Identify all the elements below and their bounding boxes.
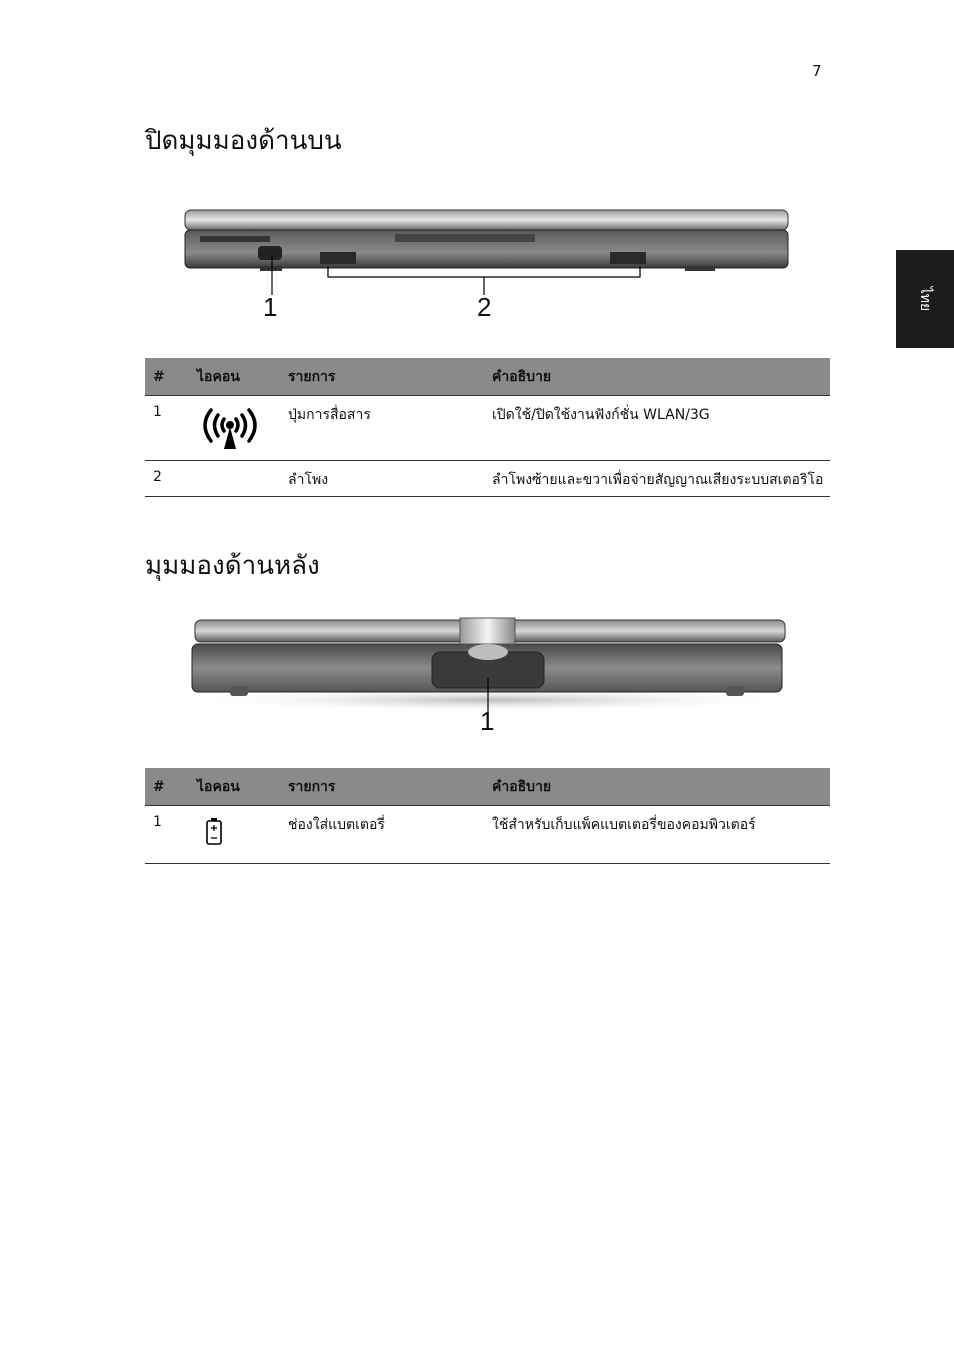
item-description: เปิดใช้/ปิดใช้งานฟังก์ชั่น WLAN/3G [484, 396, 830, 461]
language-tab-label: ไทย [917, 286, 933, 312]
rear-view-table [145, 768, 830, 864]
item-name: ลำโพง [280, 461, 484, 497]
battery-icon [197, 814, 237, 848]
column-header: # [145, 358, 189, 396]
row-number: 2 [145, 461, 189, 497]
callout-lines-top [265, 250, 655, 300]
column-header: รายการ [280, 358, 484, 396]
callout-label: 1 [263, 292, 278, 322]
page-number: 7 [812, 62, 822, 80]
column-header: ไอคอน [189, 768, 280, 806]
item-description: ใช้สำหรับเก็บแพ็คแบตเตอรี่ของคอมพิวเตอร์ [484, 806, 830, 864]
column-header: ไอคอน [189, 358, 280, 396]
item-name: ปุ่มการสื่อสาร [280, 396, 484, 461]
language-tab [896, 250, 954, 348]
callout-label: 1 [480, 706, 495, 736]
table-row [145, 806, 830, 864]
table-row [145, 396, 830, 461]
wireless-icon [197, 404, 263, 454]
table-row [145, 461, 830, 497]
item-name: ช่องใส่แบตเตอรี่ [280, 806, 484, 864]
callout-label: 2 [477, 292, 492, 322]
column-header: คำอธิบาย [484, 768, 830, 806]
top-view-table [145, 358, 830, 497]
section-title-rear-view: มุมมองด้านหลัง [145, 551, 320, 581]
column-header: # [145, 768, 189, 806]
row-number: 1 [145, 396, 189, 461]
column-header: คำอธิบาย [484, 358, 830, 396]
column-header: รายการ [280, 768, 484, 806]
section-title-top-view: ปิดมุมมองด้านบน [145, 126, 342, 156]
item-description: ลำโพงซ้ายและขวาเพื่อจ่ายสัญญาณเสียงระบบสเตอริโอ [484, 461, 830, 497]
row-number: 1 [145, 806, 189, 864]
